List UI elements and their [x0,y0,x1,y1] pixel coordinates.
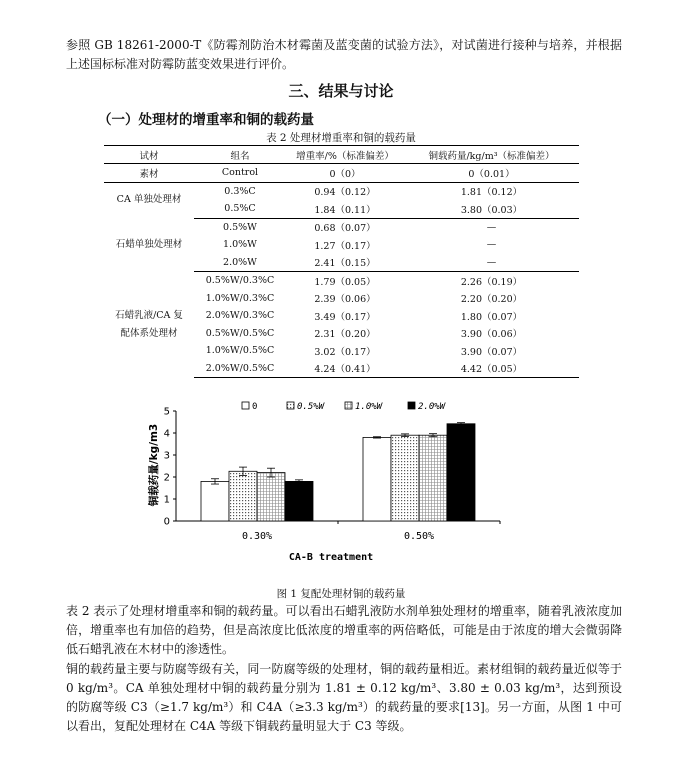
table-caption: 表 2 处理材增重率和铜的载药量 [266,132,416,144]
copper-cell: 2.26（0.19） [460,276,523,288]
gain-cell: 1.27（0.17） [314,240,376,252]
gain-cell: 2.41（0.15） [286,254,404,272]
results-table [104,145,579,378]
y-tick-label: 0 [163,516,170,528]
copper-cell: 1.81（0.12） [460,187,523,199]
gain-cell: 4.24（0.41） [286,360,404,378]
material-cell: CA 单独处理材 [116,194,182,206]
material-cell: 素材 [104,164,194,183]
group-cell: 1.0%W/0.3%C [205,292,275,304]
discussion-paragraph-2: 铜的载药量主要与防腐等级有关，同一防腐等级的处理材，铜的载药量相近。素材组铜的载药量近似等于 0 kg/m³。CA 单独处理材中铜的载药量分别为 1.81 ± 0.12 kg/m³、3.80 ± 0.03 kg/m³，达到预设的防腐等级 C3（≥1.7 kg/m³）和 C4A（≥3.3 kg/m³）的载药量的要求[13]。另一方面，从图 1 中可以看出，复配处理材在 C4A 等级下铜载药量明显大于 C3 等级。 [66,662,622,733]
copper-cell: 0（0.01） [404,164,579,183]
gain-cell: 1.84（0.11） [286,200,404,218]
gain-cell: 1.79（0.05） [314,276,376,288]
header-weight-gain: 增重率/%（标准偏差） [286,146,404,164]
table-header-row [104,146,579,164]
group-cell: 0.5%W/0.3%C [205,275,275,287]
bar [447,424,475,521]
group-cell: 2.0%W/0.5%C [194,360,286,378]
copper-cell: 4.42（0.05） [404,360,579,378]
copper-cell: 3.90（0.06） [460,329,523,341]
y-tick-label: 4 [163,428,170,440]
legend-swatch [287,402,294,409]
bar [201,481,229,521]
group-cell: 0.3%C [224,185,256,197]
header-copper-retention: 铜载药量/kg/m³（标准偏差） [404,146,579,164]
legend-swatch [242,402,249,409]
legend-label: 0 [252,402,258,412]
copper-cell: 2.20（0.20） [460,294,523,306]
header-material: 试材 [104,146,194,164]
table-row [104,218,579,236]
group-cell: 1.0%W/0.5%C [205,345,275,357]
discussion-paragraph-1: 表 2 表示了处理材增重率和铜的载药量。可以看出石蜡乳液防水剂单独处理材的增重率，随着乳液浓度加倍，增重率也有加倍的趋势，但是高浓度比低浓度的增重率的两倍略低，可能是由于浓度的增大会微弱降低石蜡乳液在木材中的渗透性。 [66,604,622,656]
copper-cell: 3.80（0.03） [404,200,579,218]
material-cell [104,272,194,378]
y-tick-label: 5 [163,406,170,418]
bar [257,473,285,521]
legend-label: 0.5%W [297,402,325,412]
group-cell: 2.0%W [194,254,286,272]
copper-cell: — [486,239,497,251]
subsection-title: （一）处理材的增重率和铜的载药量 [98,112,314,128]
bar [419,435,447,521]
gain-cell: 0.94（0.12） [314,187,376,199]
bar [363,437,391,521]
copper-retention-chart [140,398,540,568]
bar [285,481,313,521]
x-tick-label: 0.50% [403,531,435,542]
gain-cell: 0（0） [286,164,404,183]
copper-cell: — [404,254,579,272]
x-axis-label: CA-B treatment [288,552,374,563]
chart-legend [242,402,447,412]
gain-cell: 2.39（0.06） [314,294,376,306]
group-cell: 0.5%W/0.5%C [205,327,275,339]
gain-cell: 3.49（0.17） [314,311,376,323]
copper-cell: — [486,221,497,233]
section-title: 三、结果与讨论 [288,82,394,100]
group-cell: 1.0%W [223,239,257,251]
material-cell: 石蜡单独处理材 [115,238,183,250]
group-cell: 2.0%W/0.3%C [205,310,275,322]
bar [391,435,419,521]
y-tick-label: 1 [163,494,170,506]
copper-cell: 1.80（0.07） [460,311,523,323]
y-tick-label: 3 [163,450,170,462]
y-axis-label: 铜载药量/kg/m3 [148,423,160,507]
legend-swatch [408,402,415,409]
gain-cell: 0.68（0.07） [314,223,376,235]
group-cell: 0.5%W [223,221,257,233]
x-tick-label: 0.30% [241,531,273,542]
legend-label: 2.0%W [418,402,446,412]
header-group: 组名 [194,146,286,164]
figure-caption: 图 1 复配处理材铜的载药量 [276,588,406,600]
group-cell: 0.5%C [194,200,286,218]
chart-bars [201,423,475,521]
legend-swatch [345,402,352,409]
legend-label: 1.0%W [355,402,383,412]
gain-cell: 3.02（0.17） [314,346,376,358]
intro-paragraph: 参照 GB 18261-2000-T《防霉剂防治木材霉菌及蓝变菌的试验方法》，对试菌进行接种与培养，并根据上述国标标准对防霉防蓝变效果进行评价。 [66,38,622,71]
y-tick-label: 2 [163,472,170,484]
copper-cell: 3.90（0.07） [460,346,523,358]
table-row [104,182,579,200]
table-row [104,272,579,290]
group-cell: Control [194,164,286,183]
material-line: 石蜡乳液/CA 复 [115,309,183,321]
gain-cell: 2.31（0.20） [314,329,376,341]
material-line: 配体系处理材 [120,327,178,339]
table-row [104,164,579,183]
bar [229,471,257,521]
